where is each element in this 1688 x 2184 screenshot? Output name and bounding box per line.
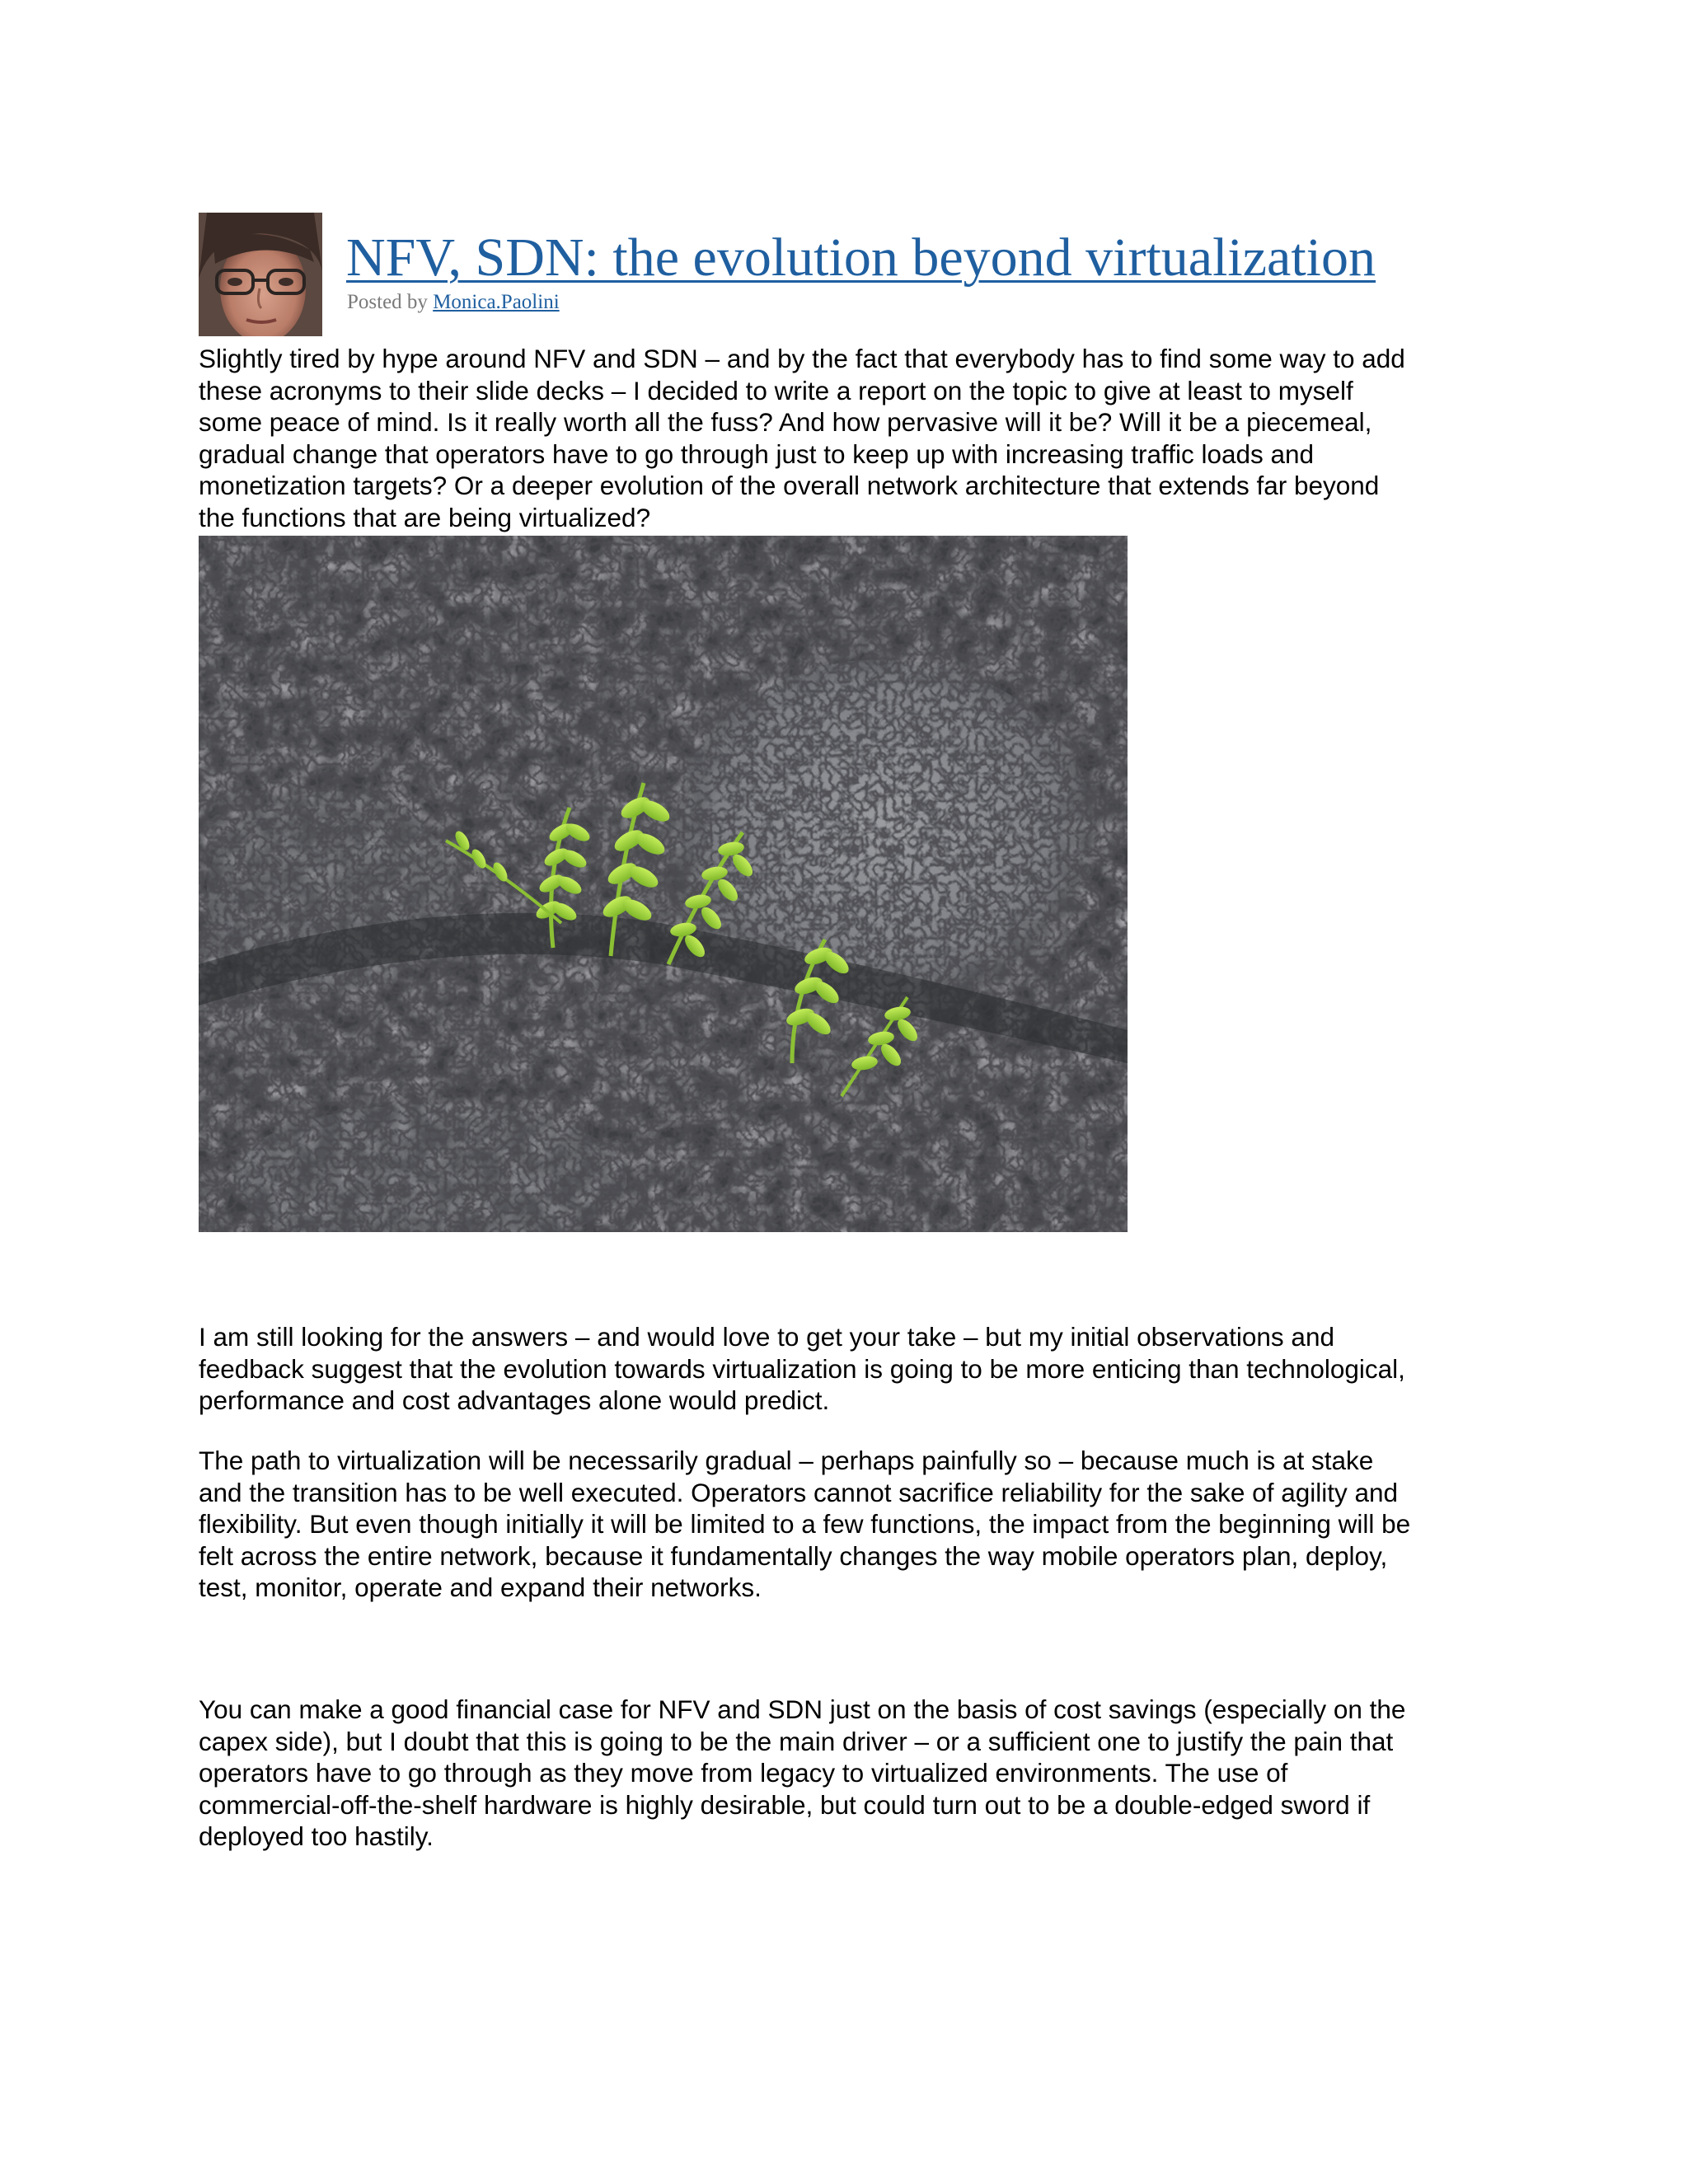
paragraph-line: these acronyms to their slide decks – I decided to write a report on the topic to give at least to myself (199, 375, 1353, 405)
hero-image (199, 536, 1128, 1232)
author-link[interactable]: Monica.Paolini (433, 291, 560, 313)
post-byline (347, 288, 560, 316)
body-paragraph (199, 343, 1517, 533)
paragraph-line: operators have to go through as they move from legacy to virtualized environments. The use of (199, 1758, 1288, 1788)
paragraph-line: felt across the entire network, because it fundamentally changes the way mobile operators plan, deploy, (199, 1540, 1388, 1571)
paragraph-line: I am still looking for the answers – and would love to get your take – but my initial observations and (199, 1322, 1334, 1352)
paragraph-line: Slightly tired by hype around NFV and SDN – and by the fact that everybody has to find some way to add (199, 344, 1405, 373)
paragraph-line: The path to virtualization will be necessarily gradual – perhaps painfully so – because much is at stake (199, 1446, 1374, 1475)
paragraph-line: flexibility. But even though initially it will be limited to a few functions, the impact from the beginning will be (199, 1509, 1411, 1539)
paragraph-line: some peace of mind. Is it really worth all the fuss? And how pervasive will it be? Will it be a piecemeal, (199, 407, 1372, 437)
body-paragraph (199, 1694, 1517, 1853)
paragraph-line: feedback suggest that the evolution towards virtualization is going to be more enticing than technological, (199, 1353, 1405, 1384)
body-paragraph (199, 1445, 1517, 1604)
paragraph-line: commercial-off-the-shelf hardware is highly desirable, but could turn out to be a double-edged sword if (199, 1789, 1371, 1820)
paragraph-line: gradual change that operators have to go through just to keep up with increasing traffic loads and (199, 438, 1315, 469)
paragraph-line: You can make a good financial case for NFV and SDN just on the basis of cost savings (especially on the (199, 1694, 1406, 1724)
posted-by-label: Posted by (347, 291, 434, 313)
author-avatar-photo-icon (199, 213, 322, 336)
post-title-link[interactable]: NFV, SDN: the evolution beyond virtualization (346, 227, 1376, 288)
fern-on-lava-rock-photo-icon (199, 536, 1128, 1232)
paragraph-line: and the transition has to be well executed. Operators cannot sacrifice reliability for the sake of agility and (199, 1477, 1399, 1507)
paragraph-line: capex side), but I doubt that this is going to be the main driver – or a sufficient one to justify the pain that (199, 1726, 1394, 1756)
post-title (346, 221, 1376, 295)
paragraph-line: deployed too hastily. (199, 1821, 434, 1851)
paragraph-line: monetization targets? Or a deeper evolution of the overall network architecture that extends far beyond (199, 471, 1380, 500)
paragraph-line: performance and cost advantages alone would predict. (199, 1385, 830, 1415)
author-avatar (199, 213, 322, 336)
paragraph-line: the functions that are being virtualized? (199, 502, 651, 532)
body-paragraph (199, 1321, 1517, 1417)
paragraph-line: test, monitor, operate and expand their networks. (199, 1572, 762, 1602)
